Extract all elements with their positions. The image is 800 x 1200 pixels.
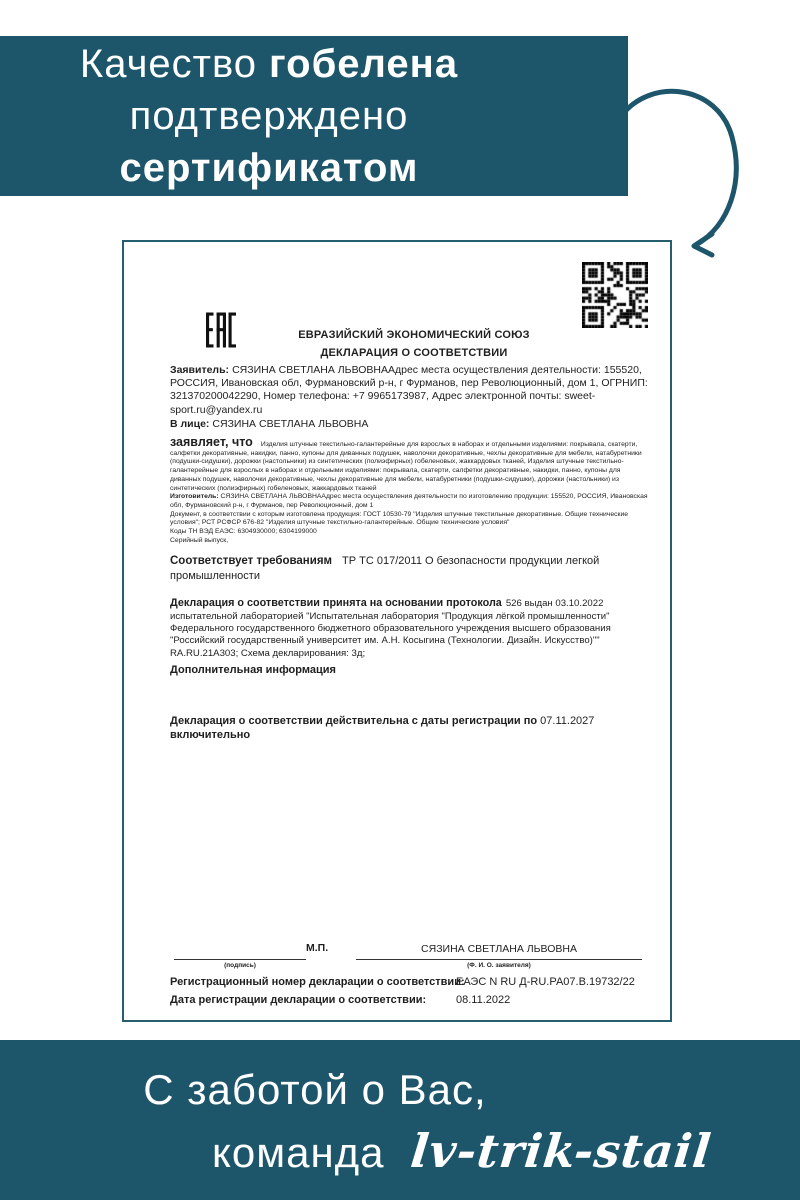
- fio-caption: (Ф. И. О. заявителя): [467, 962, 531, 969]
- valid-date: 07.11.2027: [540, 714, 595, 727]
- footer-brand-script: lv-trik-stail: [407, 1124, 714, 1178]
- in-person-text: СЯЗИНА СВЕТЛАНА ЛЬВОВНА: [212, 417, 369, 430]
- manufacturer-paragraph: [170, 493, 648, 510]
- header-line-3: сертификатом: [119, 146, 419, 190]
- document-paragraph: Документ, в соответствии с которым изготовлена продукция: ГОСТ 10530-79 "Изделия штучные текстильные декоративные. Общие технические условия"; РСТ РСФСР 676-82 "Изделия штучные текстильно-галантерейные. Общие технические условия": [170, 510, 629, 527]
- validity-paragraph: [170, 714, 648, 743]
- signature-line: [174, 959, 306, 960]
- protocol-paragraph: [170, 597, 648, 659]
- valid-suffix: включительно: [170, 729, 251, 742]
- declaration-title: ДЕКЛАРАЦИЯ О СООТВЕТСТВИИ: [320, 347, 508, 359]
- header-line-1: [80, 41, 458, 87]
- registration-date-label: Дата регистрации декларации о соответствии:: [170, 994, 427, 1006]
- protocol-text: 526 выдан 03.10.2022 испытательной лабораторией "Испытательная лаборатория "Продукция лёгкой промышленности" Федерального государственного бюджетного образовательного учреждения высшего образования "Российский государственный университет им. А.Н. Косыгина (Технологии. Дизайн. Искусство)"" RA.RU.21А303; Схема декларирования: 3д;: [170, 598, 611, 659]
- footer-line-1: С заботой о Вас,: [143, 1066, 487, 1113]
- additional-info-label: Дополнительная информация: [170, 663, 336, 676]
- serial-paragraph: Серийный выпуск,: [170, 536, 229, 544]
- curved-arrow-icon: [600, 85, 760, 260]
- registration-date-row: [170, 994, 648, 1006]
- applicant-fio-value: СЯЗИНА СВЕТЛАНА ЛЬВОВНА: [421, 943, 577, 955]
- manufacturer-text: СЯЗИНА СВЕТЛАНА ЛЬВОВНААдрес места осуществления деятельности по изготовлению продукции: 155520, РОССИЯ, Ивановская обл, Фурмановский р-н, г Фурманов, пер Революционный, дом 1: [170, 493, 648, 509]
- in-person-paragraph: [170, 418, 648, 431]
- fio-line: [356, 959, 642, 960]
- header-line1-regular: Качество: [79, 42, 258, 86]
- declares-paragraph: [170, 435, 648, 493]
- stamp-place-label: М.П.: [306, 942, 329, 954]
- registration-number-value: ЕАЭС N RU Д-RU.РА07.В.19732/22: [456, 976, 635, 988]
- valid-label: Декларация о соответствии действительна с даты регистрации по: [170, 714, 538, 727]
- protocol-label: Декларация о соответствии принята на основании протокола: [170, 597, 502, 610]
- declares-text: Изделия штучные текстильно-галантерейные для взрослых в наборах и отдельными изделиями: покрывала, скатерти, салфетки декоративные, накидки, панно, купоны для диванных подушек, наволочки декоративные, чехлы декоративные для мебели, натабуретники (подушки-сидушки), дорожки (настольники) из синтетических (полиэфирных) гобеленовых, жаккардовых тканей, Изделия штучные текстильно-галантерейные для взрослых в наборах и отдельными изделиями: покрывала, скатерти, салфетки декоративные, накидки, панно, купоны для диванных подушек, наволочки декоративные, чехлы декоративные для мебели, натабуретники (подушки-сидушки), дорожки (настольники) из синтетических (полиэфирных) гобеленовых, жаккардовых тканей: [170, 441, 642, 492]
- registration-number-row: [170, 976, 648, 988]
- header-line1-bold: гобелена: [269, 42, 459, 86]
- applicant-paragraph: [170, 364, 648, 417]
- complies-text: ТР ТС 017/2011 О безопасности продукции легкой промышленности: [170, 555, 600, 582]
- codes-paragraph: Коды ТН ВЭД ЕАЭС: 6304930000; 6304199000: [170, 528, 317, 536]
- certificate-titles: [184, 326, 644, 362]
- registration-date-value: 08.11.2022: [456, 994, 511, 1006]
- footer-line-2: [212, 1124, 714, 1178]
- signature-caption: (подпись): [224, 962, 256, 969]
- header-line-2: подтверждено: [129, 94, 409, 138]
- in-person-label: В лице:: [170, 417, 210, 430]
- header-banner: [0, 36, 628, 196]
- registration-number-label: Регистрационный номер декларации о соответствии:: [170, 976, 465, 988]
- union-title: ЕВРАЗИЙСКИЙ ЭКОНОМИЧЕСКИЙ СОЮЗ: [298, 329, 530, 341]
- certificate-body: [170, 364, 648, 743]
- certificate-document: [122, 240, 672, 1022]
- declares-label: заявляет, что: [170, 435, 253, 450]
- complies-label: Соответствует требованиям: [170, 555, 333, 568]
- qr-code: [582, 262, 648, 328]
- manufacturer-label: Изготовитель:: [170, 493, 219, 501]
- footer-banner: [0, 1040, 800, 1200]
- applicant-text: СЯЗИНА СВЕТЛАНА ЛЬВОВНААдрес места осуществления деятельности: 155520, РОССИЯ, Ивановская обл, Фурмановский р-н, г Фурманов, пер Революционный, дом 1, ОГРНИП: 321370200042290, Номер телефона: +7 9965173987, Адрес электронной почты: sweet-sport.ru@yandex.ru: [170, 364, 648, 416]
- footer-team-word: команда: [212, 1129, 385, 1176]
- complies-paragraph: [170, 554, 648, 583]
- applicant-label: Заявитель:: [170, 364, 230, 376]
